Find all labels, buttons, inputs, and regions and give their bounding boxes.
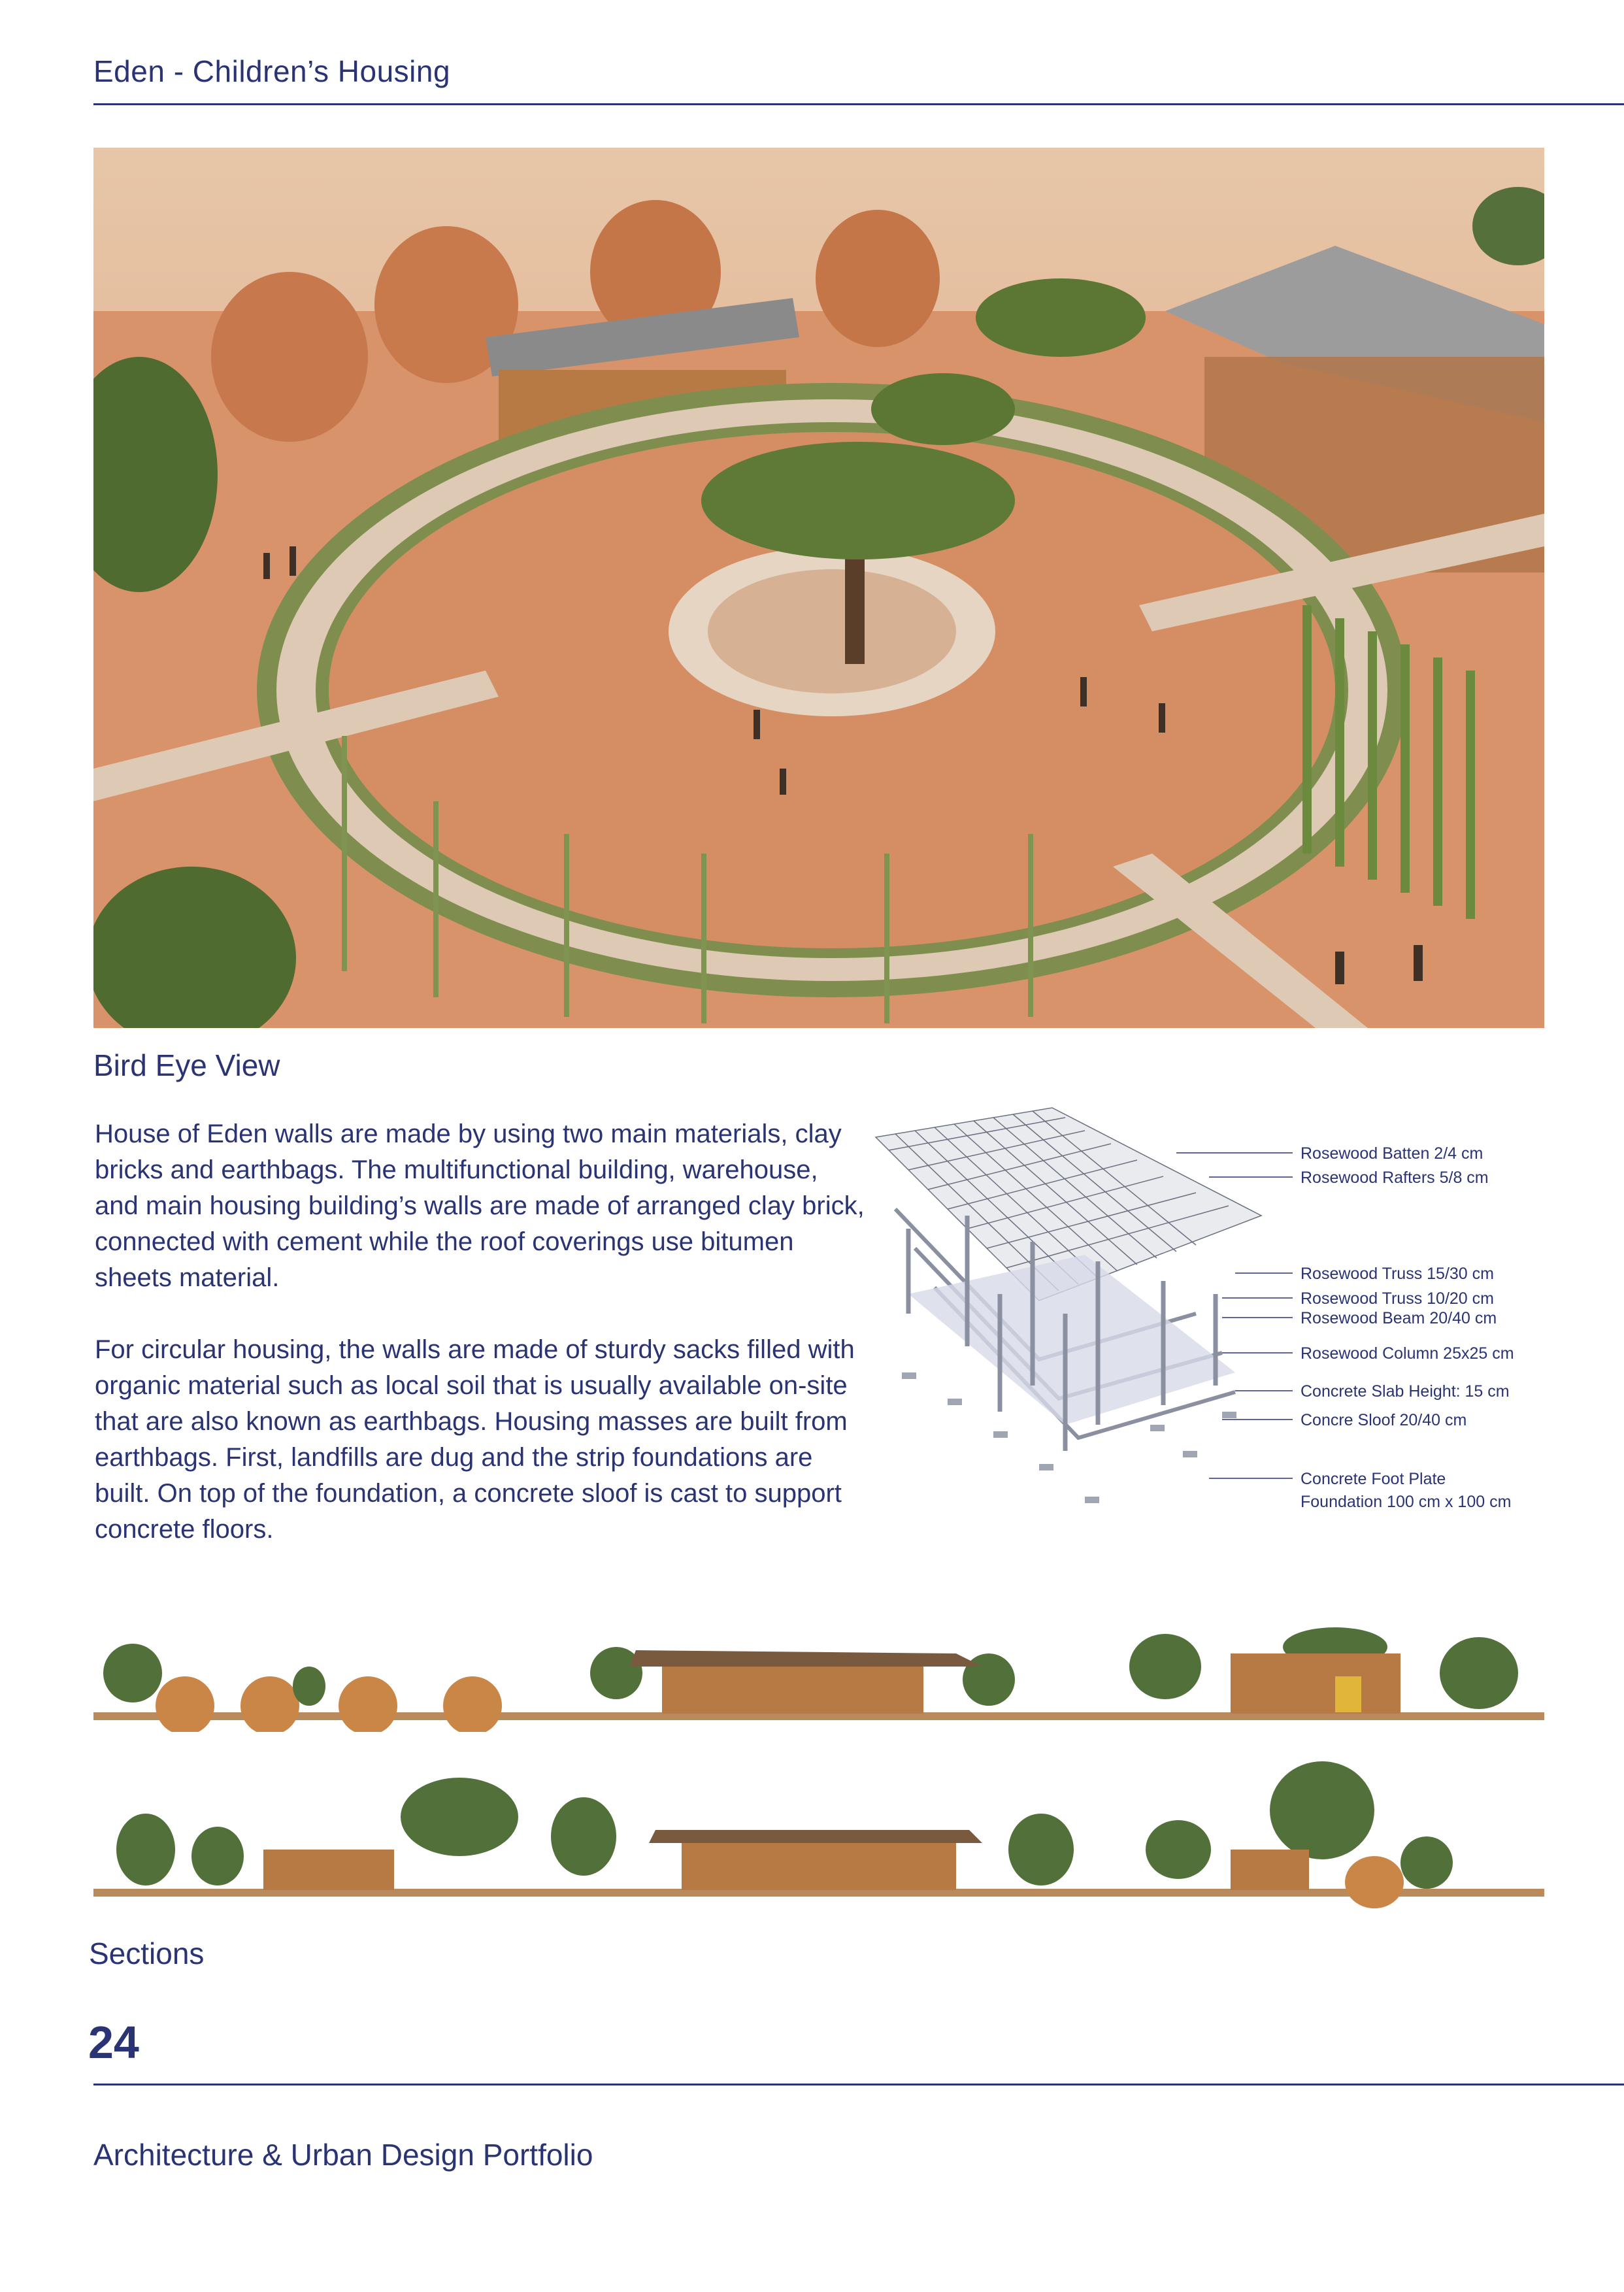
- label-foot-plate: Concrete Foot Plate: [1301, 1470, 1446, 1488]
- footer-title: Architecture & Urban Design Portfolio: [93, 2138, 593, 2172]
- label-slab: Concrete Slab Height: 15 cm: [1301, 1382, 1510, 1401]
- sections-caption: Sections: [89, 1936, 205, 1970]
- bird-eye-caption: Bird Eye View: [93, 1048, 280, 1082]
- label-sloof: Concre Sloof 20/40 cm: [1301, 1411, 1467, 1429]
- bird-eye-render: [93, 148, 1544, 1028]
- label-column: Rosewood Column 25x25 cm: [1301, 1344, 1514, 1363]
- section-strip-1: [93, 1608, 1544, 1732]
- label-truss-10-20: Rosewood Truss 10/20 cm: [1301, 1289, 1494, 1308]
- label-foundation: Foundation 100 cm x 100 cm: [1301, 1493, 1512, 1511]
- page-number: 24: [88, 2017, 139, 2068]
- label-rafters: Rosewood Rafters 5/8 cm: [1301, 1169, 1489, 1187]
- header-title: Eden - Children’s Housing: [93, 54, 451, 88]
- label-beam: Rosewood Beam 20/40 cm: [1301, 1309, 1497, 1327]
- label-truss-15-30: Rosewood Truss 15/30 cm: [1301, 1265, 1494, 1283]
- body-paragraph-2: For circular housing, the walls are made of sturdy sacks filled with organic material such as local soil that is usually available on-site that are also known as earthbags. Housing masses are built from earthbags. First, landfills are dug and the strip foundations are built. On top of the foundation, a concrete sloof is cast to support concrete floors.: [95, 1335, 855, 1544]
- section-strip-2: [93, 1752, 1544, 1908]
- label-batten: Rosewood Batten 2/4 cm: [1301, 1144, 1483, 1163]
- header-rule: [93, 103, 1624, 105]
- body-text: [95, 1116, 866, 1548]
- body-paragraph-1: House of Eden walls are made by using two main materials, clay bricks and earthbags. The multifunctional building, warehouse, and main housing building’s walls are made of arranged clay brick, connected with cement while the roof coverings use bitumen sheets material.: [95, 1120, 865, 1292]
- footer-rule: [93, 2084, 1624, 2085]
- structure-axonometric: [869, 1098, 1621, 1542]
